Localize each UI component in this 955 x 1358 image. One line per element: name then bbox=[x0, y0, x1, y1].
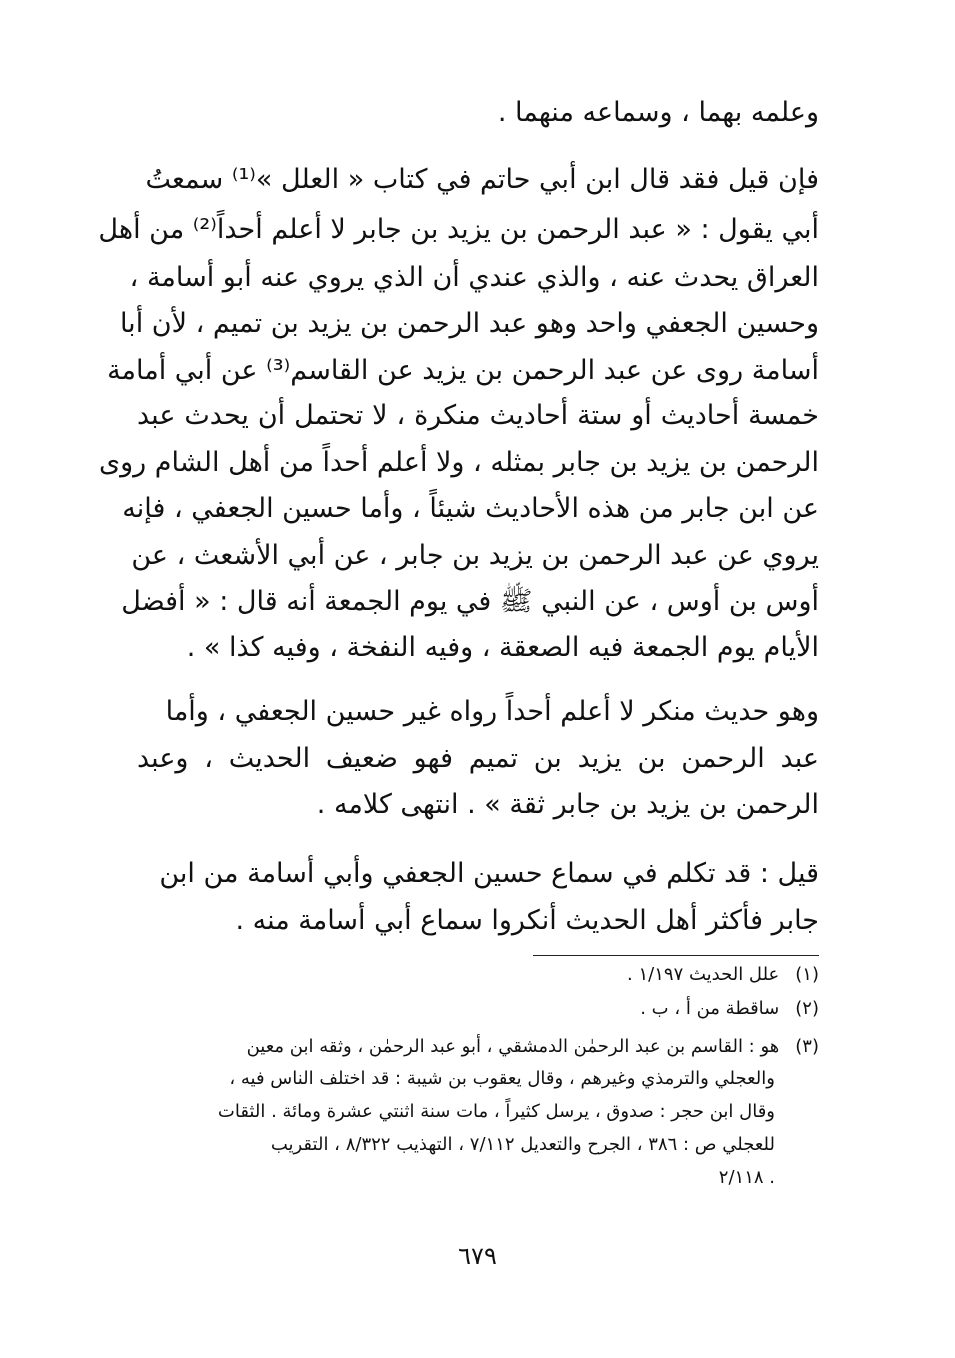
footnote-number: (٢) bbox=[795, 998, 819, 1019]
body-line: قيل : قد تكلم في سماع حسين الجعفي وأبي أسامة من ابن bbox=[159, 858, 819, 889]
footnote-3-continuation: ٢/١١٨ . bbox=[718, 1167, 775, 1188]
footnote-2 bbox=[137, 994, 819, 1024]
body-line: عن ابن جابر من هذه الأحاديث شيئاً ، وأما حسين الجعفي ، فإنه bbox=[122, 493, 819, 524]
footnote-3-continuation: للعجلي ص : ٣٨٦ ، الجرح والتعديل ٧/١١٢ ، التهذيب ٨/٣٢٢ ، التقريب bbox=[270, 1134, 775, 1155]
body-line: الرحمن بن يزيد بن جابر بمثله ، ولا أعلم أحداً من أهل الشام روى bbox=[98, 447, 819, 478]
body-line: وحسين الجعفي واحد وهو عبد الرحمن بن يزيد بن تميم ، لأن أبا bbox=[119, 308, 819, 339]
body-line: وهو حديث منكر لا أعلم أحداً رواه غير حسين الجعفي ، وأما bbox=[165, 696, 819, 727]
body-line: خمسة أحاديث أو ستة أحاديث منكرة ، لا تحتمل أن يحدث عبد bbox=[137, 400, 819, 431]
footnote-separator bbox=[533, 955, 819, 956]
body-line: أسامة روى عن عبد الرحمن بن يزيد عن القاسم⁽³⁾ عن أبي أمامة bbox=[107, 355, 819, 386]
footnote-1 bbox=[137, 960, 819, 990]
body-line: جابر فأكثر أهل الحديث أنكروا سماع أبي أسامة منه . bbox=[235, 905, 819, 936]
footnote-text: ساقطة من أ ، ب . bbox=[640, 998, 780, 1019]
footnote-text: هو : القاسم بن عبد الرحمٰن الدمشقي ، أبو عبد الرحمٰن ، وثقه ابن معين bbox=[246, 1036, 780, 1057]
footnote-3 bbox=[137, 1032, 819, 1062]
body-line: فإن قيل فقد قال ابن أبي حاتم في كتاب « العلل »⁽¹⁾ سمعتُ bbox=[145, 164, 819, 195]
footnote-3-continuation: والعجلي والترمذي وغيرهم ، وقال يعقوب بن شيبة : قد اختلف الناس فيه ، bbox=[229, 1068, 775, 1089]
page-number: ٦٧٩ bbox=[458, 1242, 497, 1270]
body-line: الأيام يوم الجمعة فيه الصعقة ، وفيه النفخة ، وفيه كذا » . bbox=[186, 632, 819, 663]
body-line: عبد الرحمن بن يزيد بن تميم فهو ضعيف الحديث ، وعبد bbox=[137, 743, 819, 774]
body-line: الرحمن بن يزيد بن جابر ثقة » . انتهى كلامه . bbox=[316, 789, 819, 820]
footnote-text: علل الحديث ١/١٩٧ . bbox=[627, 964, 780, 985]
body-line: أبي يقول : « عبد الرحمن بن يزيد بن جابر لا أعلم أحداً⁽²⁾ من أهل bbox=[98, 214, 819, 245]
body-line: وعلمه بهما ، وسماعه منهما . bbox=[497, 97, 819, 128]
body-line: أوس بن أوس ، عن النبي ﷺ في يوم الجمعة أنه قال : « أفضل bbox=[121, 586, 819, 617]
footnote-3-continuation: وقال ابن حجر : صدوق ، يرسل كثيراً ، مات سنة اثنتي عشرة ومائة . الثقات bbox=[217, 1101, 775, 1122]
body-line: يروي عن عبد الرحمن بن يزيد بن جابر ، عن أبي الأشعث ، عن bbox=[131, 540, 819, 571]
footnote-number: (١) bbox=[795, 964, 819, 985]
footnote-number: (٣) bbox=[795, 1036, 819, 1057]
body-line: العراق يحدث عنه ، والذي عندي أن الذي يروي عنه أبو أسامة ، bbox=[129, 262, 819, 293]
